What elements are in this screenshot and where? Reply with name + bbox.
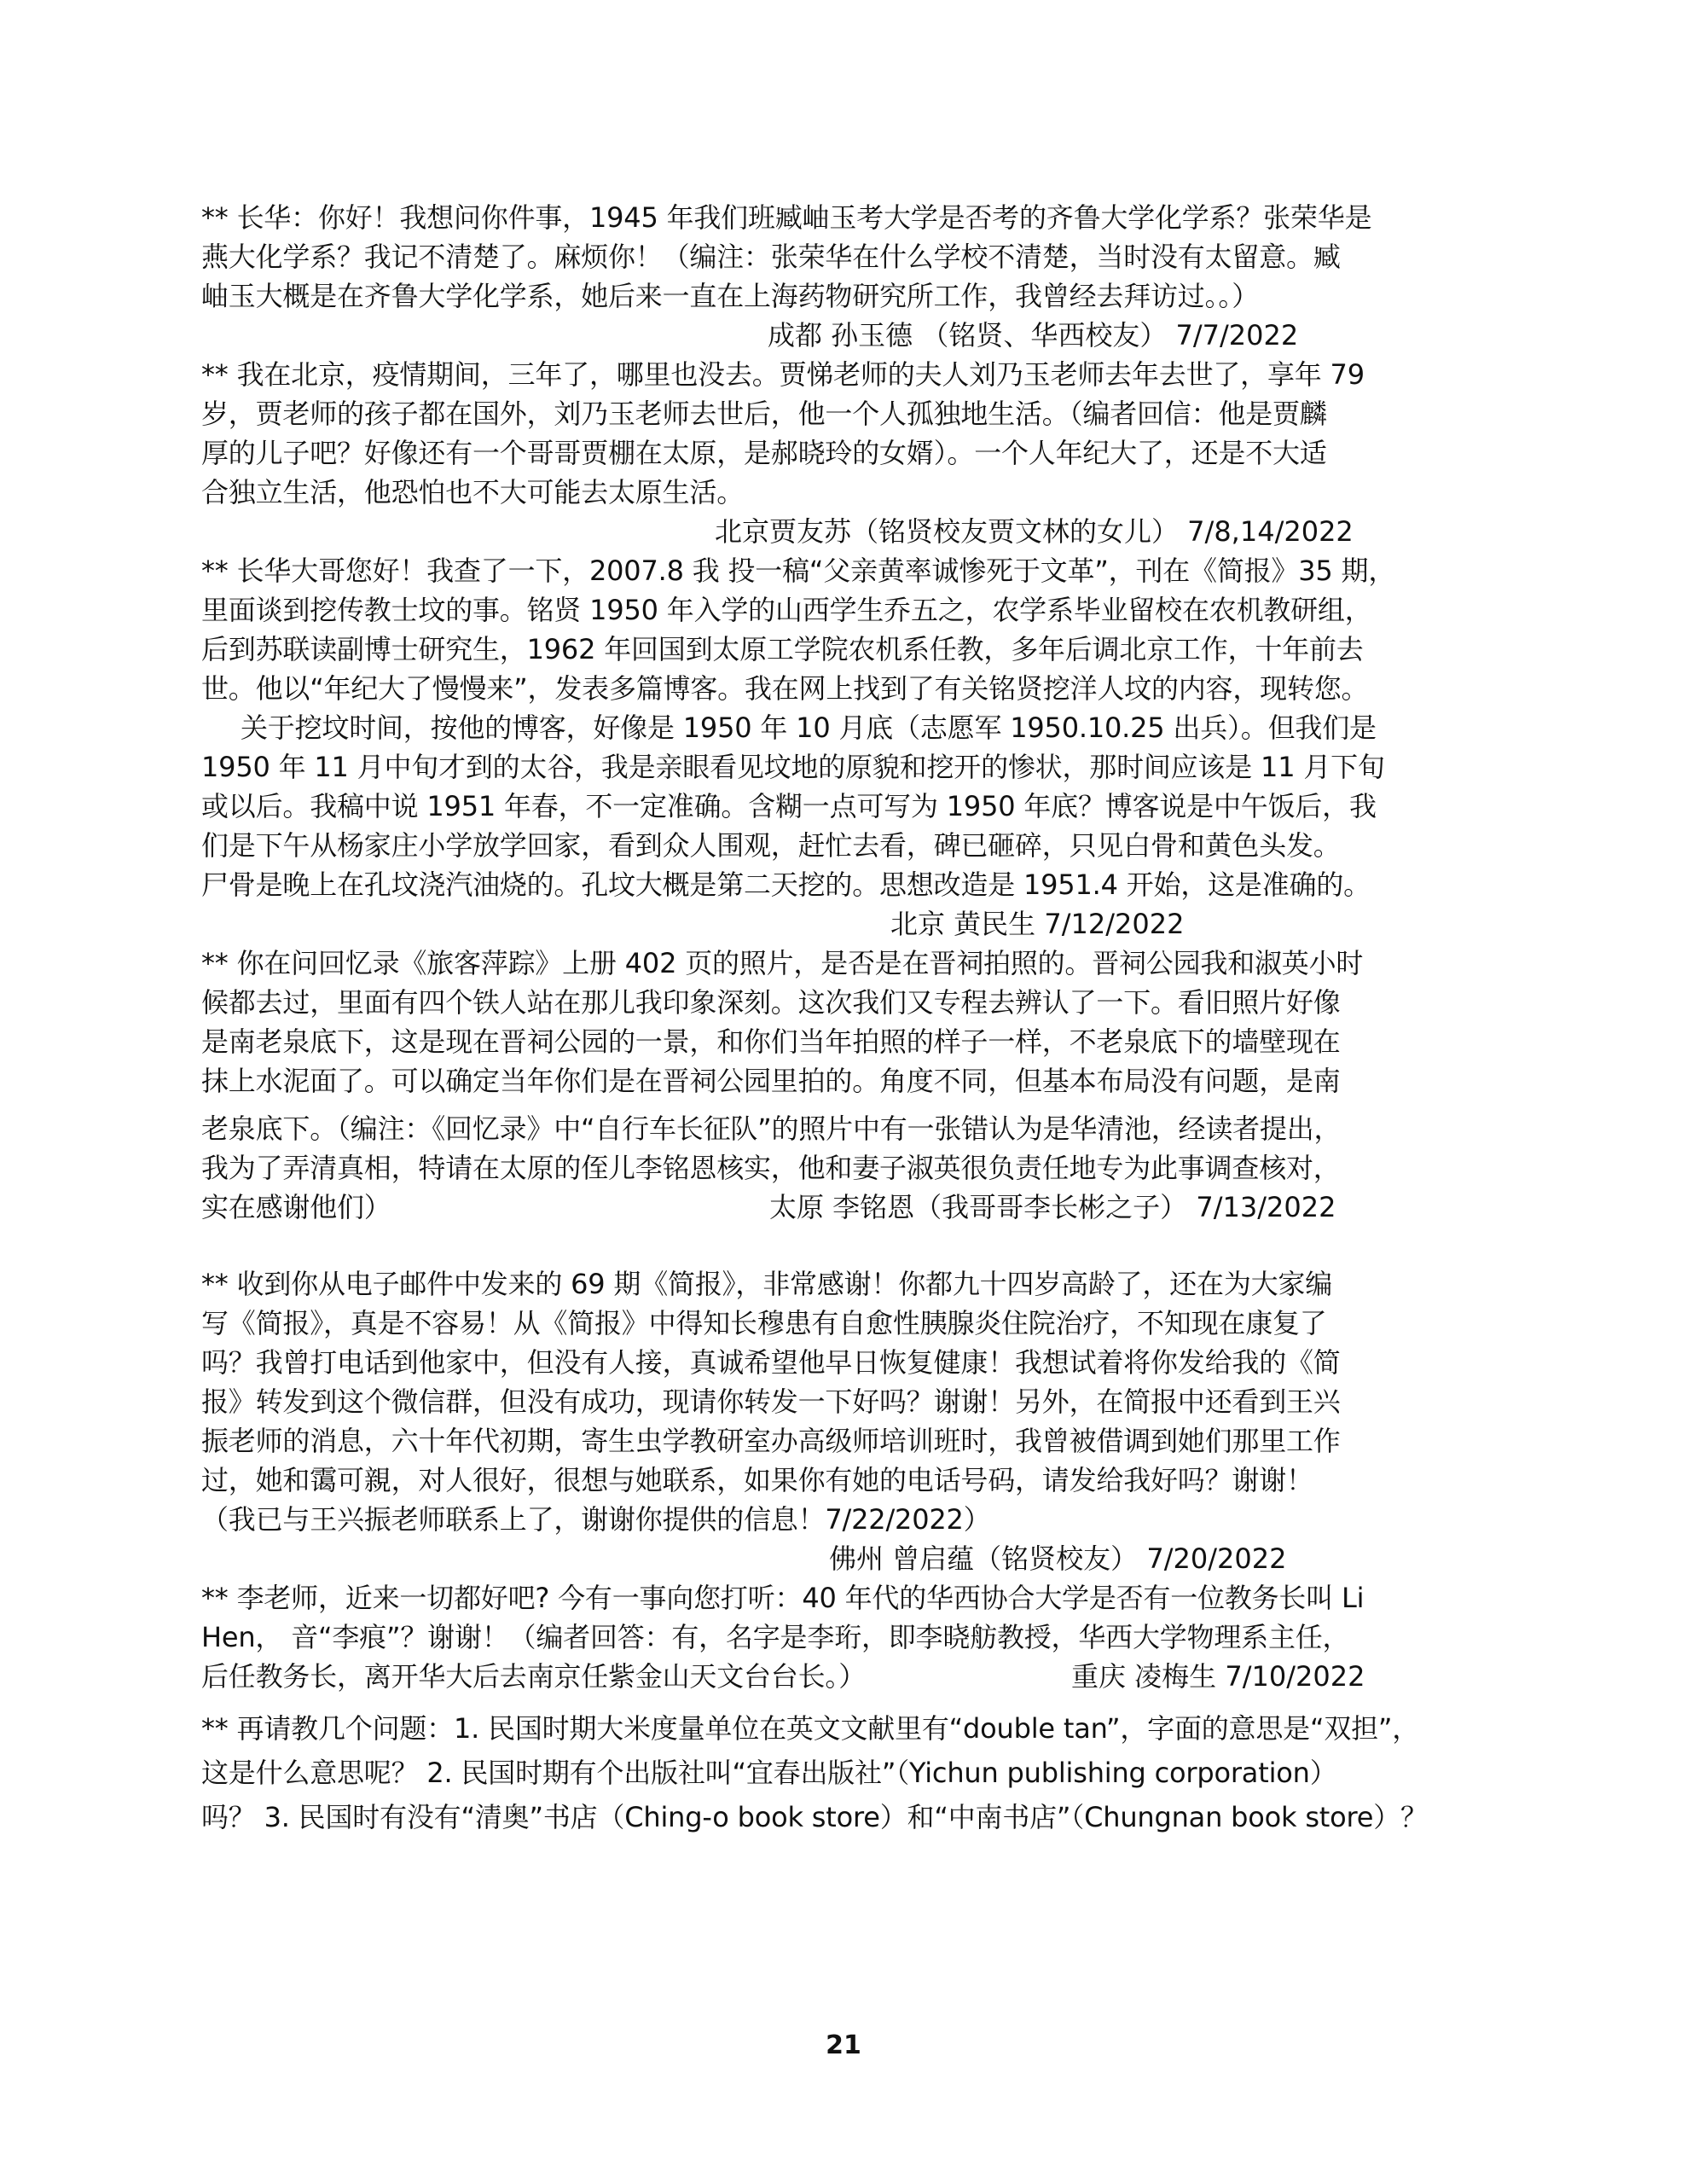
entry-last-row: [201, 1188, 1515, 1227]
entry-line: 吗？我曾打电话到他家中，但没有人接，真诚希望他早日恢复健康！我想试着将你发给我的《简: [201, 1346, 1341, 1379]
entry-line: 世。他以“年纪大了慢慢来”，发表多篇博客。我在网上找到了有关铭贤挖洋人坟的内容，现转您。: [201, 672, 1369, 705]
entry-line: 岁，贾老师的孩子都在国外，刘乃玉老师去世后，他一个人孤独地生活。（编者回信：他是贾麟: [201, 398, 1327, 430]
entry-line: 写《简报》，真是不容易！从《简报》中得知长穆患有自愈性胰腺炎住院治疗，不知现在康复了: [201, 1307, 1327, 1339]
letter-entry: [201, 198, 1515, 355]
entry-line: 实在感谢他们）: [201, 1191, 391, 1223]
entry-line: ** 我在北京，疫情期间，三年了，哪里也没去。贾悌老师的夫人刘乃玉老师去年去世了，享年 79: [201, 358, 1365, 391]
entry-line: 报》转发到这个微信群，但没有成功，现请你转发一下好吗？谢谢！另外，在简报中还看到王兴: [201, 1385, 1341, 1418]
entry-line: ** 李老师，近来一切都好吧? 今有一事向您打听：40 年代的华西协合大学是否有一位教务长叫 Li: [201, 1582, 1365, 1614]
entry-line: 厚的儿子吧？好像还有一个哥哥贾棚在太原，是郝晓玲的女婿）。一个人年纪大了，还是不大适: [201, 437, 1327, 469]
entry-line: 老泉底下。（编注：《回忆录》中“自行车长征队”的照片中有一张错认为是华清池，经读者提出，: [201, 1112, 1342, 1145]
spacer: [201, 1227, 1515, 1264]
entry-line: 吗？ 3. 民国时有没有“清奥”书店（Ching-o book store）和“中南书店”（Chungnan book store）？: [201, 1801, 1428, 1833]
entry-line: ** 长华：你好！我想问你件事，1945 年我们班臧岫玉考大学是否考的齐鲁大学化学系？张荣华是: [201, 201, 1372, 234]
entry-line: 是南老泉底下，这是现在晋祠公园的一景，和你们当年拍照的样子一样，不老泉底下的墙壁现在: [201, 1025, 1341, 1058]
entry-signature: 北京贾友苏（铭贤校友贾文林的女儿） 7/8,14/2022: [715, 515, 1354, 548]
entry-line: 候都去过，里面有四个铁人站在那儿我印象深刻。这次我们又专程去辨认了一下。看旧照片好像: [201, 986, 1341, 1019]
entry-line: 后任教务长，离开华大后去南京任紫金山天文台台长。）: [201, 1660, 867, 1693]
entry-line: 1950 年 11 月中旬才到的太谷，我是亲眼看见坟地的原貌和挖开的惨状，那时间应该是 11 月下旬: [201, 751, 1385, 783]
entry-line: 燕大化学系？我记不清楚了。麻烦你！（编注：张荣华在什么学校不清楚，当时没有太留意。臧: [201, 241, 1341, 273]
entry-line: 关于挖坟时间，按他的博客，好像是 1950 年 10 月底（志愿军 1950.10.25 出兵）。但我们是: [241, 712, 1377, 744]
entry-line: 这是什么意思呢？ 2. 民国时期有个出版社叫“宜春出版社”（Yichun publishing corporation）: [201, 1757, 1337, 1789]
entry-last-row: [201, 1657, 1515, 1696]
entry-line: 里面谈到挖传教士坟的事。铭贤 1950 年入学的山西学生乔五之，农学系毕业留校在农机教研组，: [201, 594, 1372, 626]
entry-signature: 成都 孙玉德 （铭贤、华西校友） 7/7/2022: [768, 319, 1299, 351]
entry-line: 后到苏联读副博士研究生，1962 年回国到太原工学院农机系任教，多年后调北京工作，十年前去: [201, 633, 1364, 665]
entry-line: 过，她和霭可親，对人很好，很想与她联系，如果你有她的电话号码，请发给我好吗？谢谢！: [201, 1464, 1313, 1496]
letter-entry: [201, 1578, 1515, 1696]
letter-entry: [201, 355, 1515, 551]
entry-line: Hen， 音“李痕”？谢谢！（编者回答：有，名字是李珩，即李晓舫教授，华西大学物理系主任，: [201, 1621, 1350, 1653]
entry-line: 尸骨是晚上在孔坟浇汽油烧的。孔坟大概是第二天挖的。思想改造是 1951.4 开始，这是准确的。: [201, 868, 1371, 901]
entry-line: 岫玉大概是在齐鲁大学化学系，她后来一直在上海药物研究所工作，我曾经去拜访过。。）: [201, 280, 1260, 312]
letter-entry: [201, 1706, 1515, 1839]
entry-line: 或以后。我稿中说 1951 年春，不一定准确。含糊一点可写为 1950 年底？博客说是中午饭后，我: [201, 790, 1377, 822]
entry-line: 我为了弄清真相，特请在太原的侄儿李铭恩核实，他和妻子淑英很负责任地专为此事调查核对，: [201, 1152, 1341, 1184]
entry-line: （我已与王兴振老师联系上了，谢谢你提供的信息！7/22/2022）: [201, 1503, 991, 1536]
entry-signature: 太原 李铭恩（我哥哥李长彬之子） 7/13/2022: [769, 1191, 1336, 1223]
spacer: [201, 1696, 1515, 1706]
page-body: [201, 198, 1515, 1839]
entry-line: 合独立生活，他恐怕也不大可能去太原生活。: [201, 476, 745, 508]
entry-line: ** 你在问回忆录《旅客萍踪》上册 402 页的照片，是否是在晋祠拍照的。晋祠公园我和淑英小时: [201, 947, 1364, 979]
entry-signature: 重庆 凌梅生 7/10/2022: [1071, 1660, 1365, 1693]
letter-entry: [201, 944, 1515, 1227]
entry-signature: 佛州 曾启蕴（铭贤校友） 7/20/2022: [829, 1542, 1287, 1575]
letter-entry: [201, 551, 1515, 944]
entry-line: 抹上水泥面了。可以确定当年你们是在晋祠公园里拍的。角度不同，但基本布局没有问题，是南: [201, 1065, 1341, 1097]
entry-line: ** 长华大哥您好！我查了一下，2007.8 我 投一稿“父亲黄率诚惨死于文革”，刊在《简报》35 期，: [201, 555, 1396, 587]
entry-line: 们是下午从杨家庄小学放学回家，看到众人围观，赶忙去看，碑已砸碎，只见白骨和黄色头发。: [201, 829, 1341, 862]
entry-line: ** 再请教几个问题：1. 民国时期大米度量单位在英文文献里有“double tan”，字面的意思是“双担”，: [201, 1712, 1420, 1745]
entry-line: ** 收到你从电子邮件中发来的 69 期《简报》，非常感谢！你都九十四岁高龄了，还在为大家编: [201, 1268, 1333, 1300]
entry-line: 振老师的消息，六十年代初期，寄生虫学教研室办高级师培训班时，我曾被借调到她们那里工作: [201, 1425, 1341, 1457]
entry-signature: 北京 黄民生 7/12/2022: [890, 908, 1185, 940]
letter-entry: [201, 1264, 1515, 1578]
page-number: 21: [826, 2030, 861, 2060]
